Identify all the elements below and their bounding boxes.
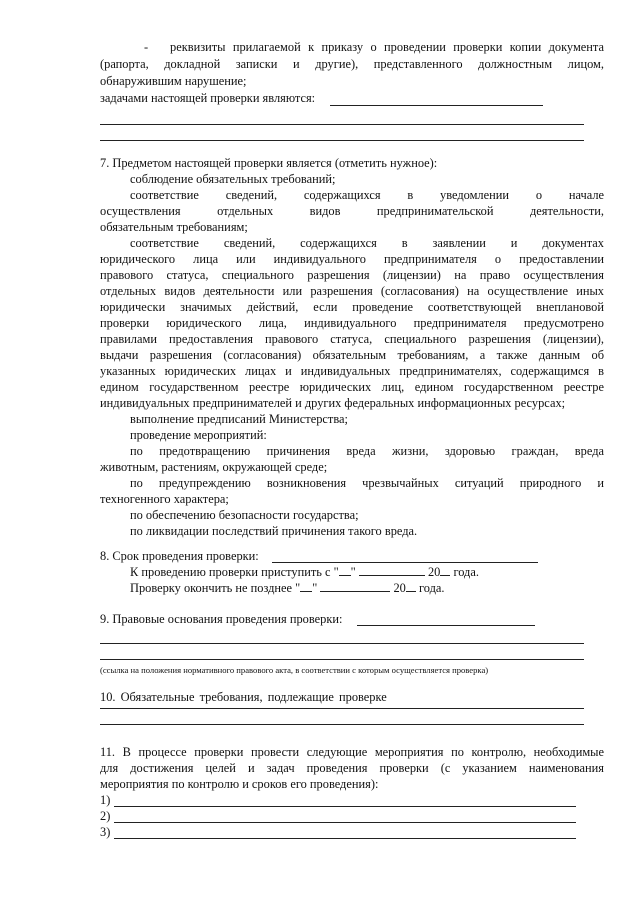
section-9-heading: 9. Правовые основания проведения проверки: bbox=[100, 612, 343, 626]
s7-item-3-line-11: индивидуальных предпринимателей и других федеральных информационных ресурсах; bbox=[100, 396, 566, 410]
legal-basis-field-line-2[interactable] bbox=[100, 643, 584, 644]
s7-item-3-line-5: юридически значимых действий, если проведение соответствующей внеплановой bbox=[100, 300, 604, 314]
measure-field-1[interactable] bbox=[114, 806, 576, 807]
section-7-heading: 7. Предметом настоящей проверки является (отметить нужное): bbox=[100, 156, 438, 170]
legal-basis-note: (ссылка на положения нормативного правового акта, в соответствии с которым осуществляется проверка) bbox=[100, 665, 489, 675]
end-date-line bbox=[130, 580, 550, 596]
s7-item-3-line-8: выдачи разрешения (согласования) обязательным требованиям, а также данным об bbox=[100, 348, 604, 362]
start-date-quote: " bbox=[350, 565, 356, 579]
section-11-line-2: для достижения целей и задач проведения проверки (с указанием наименования bbox=[100, 761, 604, 775]
start-day-field[interactable] bbox=[339, 564, 351, 576]
requirements-field-line-2[interactable] bbox=[100, 724, 584, 725]
tasks-field-line[interactable] bbox=[330, 105, 543, 106]
end-month-field[interactable] bbox=[320, 580, 390, 592]
s7-item-3-line-2: юридического лица или индивидуального предпринимателя о предоставлении bbox=[100, 252, 604, 266]
end-year-suffix: года. bbox=[418, 581, 445, 595]
tasks-field-line-3[interactable] bbox=[100, 140, 584, 141]
tasks-field-line-2[interactable] bbox=[100, 124, 584, 125]
measure-number-1: 1) bbox=[100, 793, 111, 807]
end-year-field[interactable] bbox=[406, 580, 416, 592]
start-month-field[interactable] bbox=[359, 564, 425, 576]
s7-item-7-line-1: по предупреждению возникновения чрезвычайных ситуаций природного и bbox=[130, 476, 604, 490]
requisites-line-2: (рапорта, докладной записки и другие), представленного должностным лицом, bbox=[100, 57, 604, 71]
s7-item-4: выполнение предписаний Министерства; bbox=[130, 412, 348, 426]
start-year-prefix: 20 bbox=[427, 565, 441, 579]
requisites-line-1: реквизиты прилагаемой к приказу о проведении проверки копии документа bbox=[170, 40, 604, 54]
s7-item-1: соблюдение обязательных требований; bbox=[130, 172, 336, 186]
section-8-heading: 8. Срок проведения проверки: bbox=[100, 549, 259, 563]
s7-item-3-line-3: правового статуса, специального разрешения (лицензии) на право осуществления bbox=[100, 268, 604, 282]
start-year-suffix: года. bbox=[453, 565, 479, 579]
s7-item-3-line-7: правилами предоставления правового статуса, специального разрешения (лицензии), bbox=[100, 332, 604, 346]
s7-item-2-line-2: осуществления отдельных видов предпринимательской деятельности, bbox=[100, 204, 604, 218]
end-date-prefix: Проверку окончить не позднее " bbox=[130, 581, 301, 595]
measure-field-3[interactable] bbox=[114, 838, 576, 839]
s7-item-2-line-1: соответствие сведений, содержащихся в уведомлении о начале bbox=[130, 188, 604, 202]
requisites-line-3: обнаружившим нарушение; bbox=[100, 74, 247, 88]
s7-item-3-line-4: отдельных видов деятельности или разрешения (согласования) на осуществление иных bbox=[100, 284, 604, 298]
end-day-field[interactable] bbox=[300, 580, 312, 592]
s7-item-9: по ликвидации последствий причинения такого вреда. bbox=[130, 524, 418, 538]
s7-item-6-line-2: животным, растениям, окружающей среде; bbox=[100, 460, 328, 474]
s7-item-2-line-3: обязательным требованиям; bbox=[100, 220, 248, 234]
s7-item-7-line-2: техногенного характера; bbox=[100, 492, 229, 506]
list-dash: - bbox=[144, 40, 149, 54]
measure-field-2[interactable] bbox=[114, 822, 576, 823]
s7-item-3-line-10: едином государственном реестре юридических лиц, едином государственном реестре bbox=[100, 380, 604, 394]
tasks-label: задачами настоящей проверки являются: bbox=[100, 91, 316, 105]
section-10-heading: 10. Обязательные требования, подлежащие проверке bbox=[100, 690, 387, 704]
start-year-field[interactable] bbox=[440, 564, 450, 576]
term-field-line[interactable] bbox=[272, 562, 538, 563]
measure-number-2: 2) bbox=[100, 809, 111, 823]
section-11-line-1: 11. В процессе проверки провести следующие мероприятия по контролю, необходимые bbox=[100, 745, 604, 759]
section-11-line-3: мероприятия по контролю и сроков его проведения): bbox=[100, 777, 379, 791]
end-year-prefix: 20 bbox=[393, 581, 406, 595]
end-date-quote: " bbox=[312, 581, 318, 595]
start-date-line bbox=[130, 564, 550, 580]
legal-basis-field-line[interactable] bbox=[357, 625, 535, 626]
measure-number-3: 3) bbox=[100, 825, 111, 839]
s7-item-8: по обеспечению безопасности государства; bbox=[130, 508, 359, 522]
s7-item-6-line-1: по предотвращению причинения вреда жизни, здоровью граждан, вреда bbox=[130, 444, 604, 458]
s7-item-3-line-1: соответствие сведений, содержащихся в заявлении и документах bbox=[130, 236, 604, 250]
start-date-prefix: К проведению проверки приступить с " bbox=[130, 565, 339, 579]
requirements-field-line-1[interactable] bbox=[100, 708, 584, 709]
s7-item-3-line-9: указанных юридических лицах и индивидуальных предпринимателях, содержащимся в bbox=[100, 364, 604, 378]
s7-item-3-line-6: проверки юридического лица, индивидуального предпринимателя предусмотрено bbox=[100, 316, 604, 330]
s7-item-5: проведение мероприятий: bbox=[130, 428, 267, 442]
legal-basis-field-line-3[interactable] bbox=[100, 659, 584, 660]
